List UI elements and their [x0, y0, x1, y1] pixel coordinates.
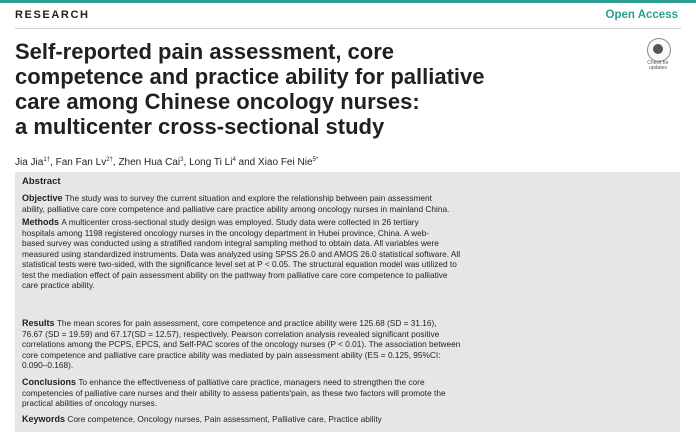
author-separator: , [50, 157, 56, 168]
author-affiliation: 2† [106, 157, 113, 163]
methods-line: statistical tests were two-sided, with the significance level set at P < 0.05. The structural equation model was utilized to [22, 259, 457, 269]
author-affiliation: 3 [180, 157, 184, 163]
author-list [15, 157, 318, 168]
author-separator: , [183, 157, 190, 168]
badge-text-line: Check for [647, 60, 669, 66]
journal-header [0, 0, 696, 36]
section-label: RESEARCH [15, 9, 90, 21]
check-for-updates-badge[interactable] [640, 38, 676, 70]
title-line: care among Chinese oncology nurses: [15, 89, 420, 114]
abstract-line [22, 377, 677, 388]
conclusions-line: competencies of palliative care nurses and their ability to assess patients'pain, as these two factors will promote the [22, 387, 446, 398]
title-line: competence and practice ability for palliative [15, 64, 485, 89]
badge-text [640, 61, 676, 71]
author-name[interactable]: Xiao Fei Nie [258, 157, 313, 168]
check-updates-icon [647, 38, 671, 62]
open-access-label: Open Access [605, 9, 678, 21]
author-name[interactable]: Jia Jia [15, 157, 44, 168]
abstract-heading: Abstract [22, 176, 61, 187]
methods-label: Methods [22, 217, 59, 227]
results-line: The mean scores for pain assessment, core competence and practice ability were 125.68 (SD = 31.16), [56, 318, 437, 328]
objective-line: The study was to survey the current situation and explore the relationship between pain assessment [64, 193, 432, 203]
author-affiliation: 5* [312, 157, 319, 163]
author-name[interactable]: Long Ti Li [189, 157, 233, 168]
keywords-text: Core competence, Oncology nurses, Pain assessment, Palliative care, Practice ability [67, 414, 382, 424]
author-affiliation: 1† [43, 157, 51, 163]
abstract-line [22, 414, 677, 425]
methods-line: hospitals among 1198 registered oncology nurses in the oncology department in Hubei province, China. A web- [22, 227, 430, 238]
conclusions-label: Conclusions [22, 377, 77, 387]
author-name[interactable]: Fan Fan Lv [55, 157, 107, 168]
author-separator: , [112, 157, 119, 168]
objective-line: ability, palliative care core competence and palliative care practice ability among oncology nurses in mainland China. [22, 203, 450, 214]
abstract-keywords [22, 414, 677, 425]
title-line: Self-reported pain assessment, core [15, 39, 395, 64]
methods-line: A multicenter cross-sectional study design was employed. Study data were collected in 26 tertiary [61, 217, 419, 227]
author-affiliation: 4 [232, 157, 236, 163]
results-line: 0.090–0.168). [22, 360, 74, 370]
abstract-methods [22, 217, 677, 291]
conclusions-line: To enhance the effectiveness of palliative care practice, managers need to strengthen the core [78, 377, 425, 387]
objective-label: Objective [22, 193, 63, 203]
abstract-line [22, 193, 677, 204]
results-line: core competence and palliative care practice ability was mediated by pain assessment ability (ES = 0.125, 95%CI: [22, 349, 441, 360]
abstract-line [22, 318, 677, 329]
conclusions-line: practical abilities of oncology nurses. [22, 398, 158, 408]
abstract-conclusions [22, 377, 677, 409]
title-line: a multicenter cross-sectional study [15, 114, 385, 139]
methods-line: test the mediation effect of pain assessment ability on the pathway from palliative care core competence to palliative [22, 269, 448, 280]
article-title [15, 39, 615, 139]
abstract-objective [22, 193, 677, 214]
author-conjunction: and [235, 157, 259, 168]
abstract-results [22, 318, 677, 371]
results-line: 76.67 (SD = 19.59) and 67.17(SD = 12.57), respectively. Pearson correlation analysis revealed significant positive [22, 328, 440, 339]
methods-line: measured using standardized instruments. Data was analyzed using SPSS 26.0 and AMOS 26.0 statistical software. All [22, 248, 461, 259]
author-name[interactable]: Zhen Hua Cai [118, 157, 181, 168]
badge-text-line: updates [649, 65, 667, 71]
results-label: Results [22, 318, 55, 328]
methods-line: care practice ability. [22, 280, 95, 290]
header-accent-bar [0, 0, 696, 3]
abstract-box [15, 172, 680, 432]
keywords-label: Keywords [22, 414, 66, 424]
results-line: correlations among the PCPS, EPCS, and Self-PAC scores of the oncology nurses (P < 0.01). The association between [22, 339, 461, 349]
methods-line: based survey was conducted using a stratified random integral sampling method to obtain data. All variables were [22, 238, 439, 248]
check-updates-icon-core [653, 44, 663, 54]
abstract-line [22, 217, 677, 228]
header-divider [15, 28, 681, 29]
